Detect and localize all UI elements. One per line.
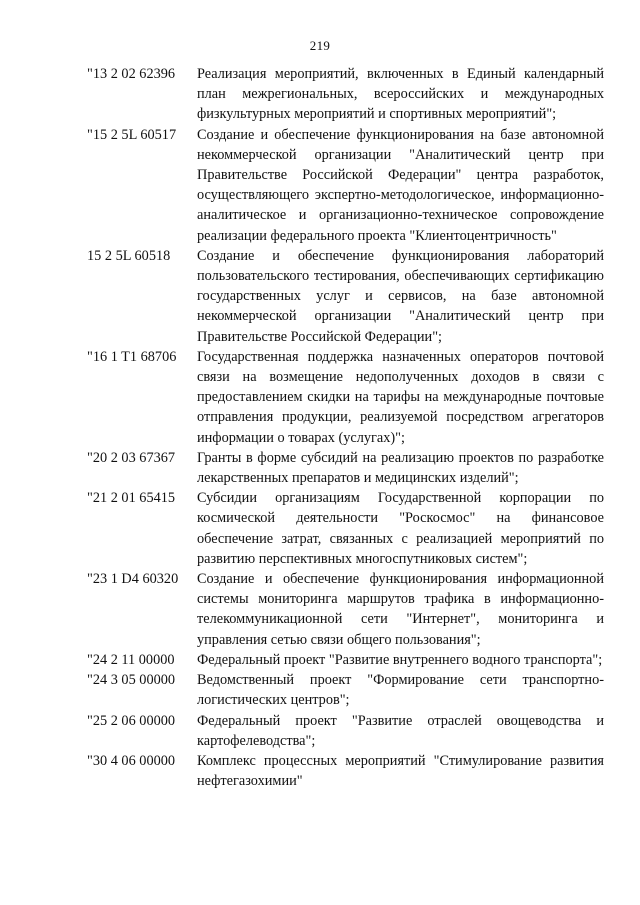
entry-code: "30 4 06 00000 [87,752,176,769]
entry-description: Ведомственный проект "Формирование сети транспортно-логистических центров"; [197,672,604,709]
list-item [87,650,604,670]
list-item [87,751,604,791]
list-item [87,448,604,488]
budget-code-list [87,64,604,791]
entry-code: "24 3 05 00000 [87,672,176,689]
entry-description: Государственная поддержка назначенных операторов почтовой связи на возмещение недополученных доходов в связи с предоставлением скидки на тарифы на международные почтовые отправления продукции, реализуемой посредством агрегаторов информации о товарах (услугах)"; [197,348,604,446]
list-item [87,569,604,650]
list-item [87,125,604,246]
entry-description: Субсидии организациям Государственной корпорации по космической деятельности "Роскосмос" на финансовое обеспечение затрат, связанных с реализацией мероприятий по развитию перспективных многоспутниковых систем"; [197,490,604,567]
entry-description: Комплекс процессных мероприятий "Стимулирование развития нефтегазохимии" [197,752,604,790]
entry-description: Создание и обеспечение функционирования информационной системы мониторинга маршрутов трафика в информационно-телекоммуникационной сети "Интернет", мониторинга и управления сетью связи общего пользования"; [197,571,604,648]
entry-description: Федеральный проект "Развитие отраслей овощеводства и картофелеводства"; [197,712,604,749]
entry-code: "13 2 02 62396 [87,66,176,82]
entry-code: 15 2 5L 60518 [87,247,171,264]
list-item [87,64,604,125]
entry-description: Создание и обеспечение функционирования лабораторий пользовательского тестирования, обеспечивающих сертификацию государственных услуг и сервисов, на базе автономной некоммерческой организации "Аналитический центр при Правительстве Российской Федерации"; [197,247,604,345]
entry-code: "23 1 D4 60320 [87,571,179,588]
entry-code: "16 1 T1 68706 [87,348,177,365]
entry-code: "15 2 5L 60517 [87,126,177,143]
list-item [87,670,604,710]
page-number: 219 [309,38,331,53]
entry-code: "24 2 11 00000 [87,651,175,668]
entry-description: Гранты в форме субсидий на реализацию проектов по разработке лекарственных препаратов и медицинских изделий"; [197,449,604,487]
entry-code: "21 2 01 65415 [87,490,176,507]
entry-description: Федеральный проект "Развитие внутреннего водного транспорта"; [197,651,603,668]
list-item [87,711,604,751]
entry-code: "25 2 06 00000 [87,712,176,729]
list-item [87,246,604,347]
entry-code: "20 2 03 67367 [87,449,176,466]
entry-description: Реализация мероприятий, включенных в Единый календарный план межрегиональных, всероссийских и международных физкультурных мероприятий и спортивных мероприятий"; [197,66,604,123]
list-item [87,488,604,569]
list-item [87,347,604,448]
entry-description: Создание и обеспечение функционирования на базе автономной некоммерческой организации "Аналитический центр при Правительстве Российской Федерации" центра разработок, осуществляющего экспертно-методологическое, информационно-аналитическое и организационно-техническое сопровождение реализации федерального проекта "Клиентоцентричность" [197,126,604,244]
